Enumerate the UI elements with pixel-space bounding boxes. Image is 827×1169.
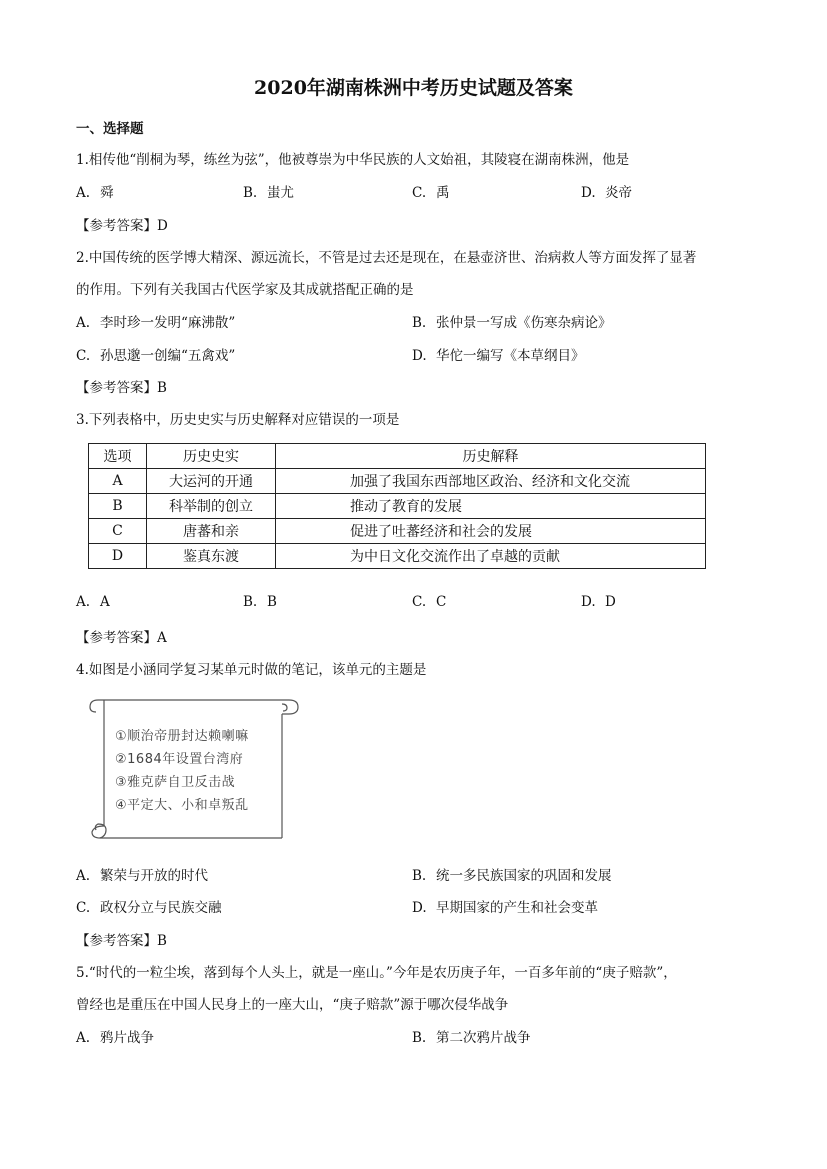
q4-option-d-text: 早期国家的产生和社会变革 xyxy=(436,900,598,916)
q4-option-b xyxy=(412,864,612,884)
section-heading: 一、选择题 xyxy=(76,121,144,137)
q4-option-c xyxy=(76,896,222,916)
q1-answer xyxy=(76,214,168,234)
q3-stem: 3.下列表格中，历史史实与历史解释对应错误的一项是 xyxy=(76,412,400,428)
q1-option-d-key: D. xyxy=(581,185,596,201)
q4-stem: 4.如图是小涵同学复习某单元时做的笔记，该单元的主题是 xyxy=(76,662,427,678)
q2-option-c-key: C. xyxy=(76,348,91,364)
q1-option-d-text: 炎帝 xyxy=(605,185,632,201)
table-row xyxy=(89,469,706,494)
answer-prefix: 【参考答案】 xyxy=(76,218,157,234)
table-cell: 为中日文化交流作出了卓越的贡献 xyxy=(276,544,706,569)
q5-stem-line2: 曾经也是重压在中国人民身上的一座大山，“庚子赔款”源于哪次侵华战争 xyxy=(76,997,509,1013)
table-cell: 促进了吐蕃经济和社会的发展 xyxy=(276,519,706,544)
q2-option-c xyxy=(76,344,235,364)
note-line-3: ③雅克萨自卫反击战 xyxy=(115,775,236,790)
q2-answer xyxy=(76,376,167,396)
q3-option-a-key: A. xyxy=(76,594,91,610)
q5-option-a-key: A. xyxy=(76,1030,91,1046)
q1-option-b xyxy=(243,181,294,201)
q1-option-b-key: B. xyxy=(243,185,258,201)
q4-option-a xyxy=(76,864,208,884)
q2-stem-line1: 2.中国传统的医学博大精深、源远流长，不管是过去还是现在，在悬壶济世、治病救人等方面发挥了显著 xyxy=(76,250,697,266)
q3-option-a-text: A xyxy=(100,594,110,610)
q5-option-b xyxy=(412,1026,531,1046)
note-line-4: ④平定大、小和卓叛乱 xyxy=(115,798,249,813)
table-row xyxy=(89,494,706,519)
q2-option-b-text: 张仲景一写成《伤寒杂病论》 xyxy=(436,315,612,331)
q4-answer xyxy=(76,929,167,949)
answer-prefix: 【参考答案】 xyxy=(76,933,157,949)
q2-option-a-key: A. xyxy=(76,315,91,331)
table-header-option: 选项 xyxy=(89,444,147,469)
q2-option-a xyxy=(76,311,235,331)
table-header-fact: 历史史实 xyxy=(147,444,276,469)
q3-option-c xyxy=(412,594,446,610)
note-line-1: ①顺治帝册封达赖喇嘛 xyxy=(115,729,249,744)
q3-option-d xyxy=(581,594,616,610)
q4-option-c-key: C. xyxy=(76,900,91,916)
q3-option-b-key: B. xyxy=(243,594,258,610)
table-header-explanation: 历史解释 xyxy=(276,444,706,469)
history-table xyxy=(88,443,706,569)
q3-answer xyxy=(76,626,167,646)
page-title: 2020年湖南株洲中考历史试题及答案 xyxy=(254,77,573,99)
q4-answer-value: B xyxy=(157,933,167,949)
q2-option-d-text: 华佗一编写《本草纲目》 xyxy=(436,348,585,364)
q5-option-b-key: B. xyxy=(412,1030,427,1046)
q2-option-c-text: 孙思邈一创编“五禽戏” xyxy=(100,348,236,364)
q4-option-b-key: B. xyxy=(412,868,427,884)
q2-option-d xyxy=(412,344,585,364)
q3-option-d-key: D. xyxy=(581,594,596,610)
table-cell: D xyxy=(89,544,147,569)
q4-option-d xyxy=(412,896,598,916)
answer-prefix: 【参考答案】 xyxy=(76,630,157,646)
table-header-row xyxy=(89,444,706,469)
q5-option-a-text: 鸦片战争 xyxy=(100,1030,154,1046)
q4-option-c-text: 政权分立与民族交融 xyxy=(100,900,222,916)
q1-option-c xyxy=(412,181,450,201)
table-cell: A xyxy=(89,469,147,494)
q1-option-d xyxy=(581,181,632,201)
table-cell: B xyxy=(89,494,147,519)
q1-option-a-key: A. xyxy=(76,185,91,201)
q4-option-b-text: 统一多民族国家的巩固和发展 xyxy=(436,868,612,884)
table-cell: C xyxy=(89,519,147,544)
q2-option-d-key: D. xyxy=(412,348,427,364)
table-cell: 推动了教育的发展 xyxy=(276,494,706,519)
note-line-2: ②1684年设置台湾府 xyxy=(115,752,244,767)
q1-option-c-text: 禹 xyxy=(436,185,450,201)
q1-option-b-text: 蚩尤 xyxy=(267,185,294,201)
table-row xyxy=(89,519,706,544)
q3-option-d-text: D xyxy=(605,594,616,610)
q5-stem-line1: 5.“时代的一粒尘埃，落到每个人头上，就是一座山。”今年是农历庚子年，一百多年前的“庚子赔款”， xyxy=(76,965,677,981)
table-row xyxy=(89,544,706,569)
q1-option-a xyxy=(76,181,114,201)
table-cell: 鉴真东渡 xyxy=(147,544,276,569)
q4-option-a-key: A. xyxy=(76,868,91,884)
q5-option-b-text: 第二次鸦片战争 xyxy=(436,1030,531,1046)
q3-option-b xyxy=(243,594,277,610)
q4-option-a-text: 繁荣与开放的时代 xyxy=(100,868,208,884)
table-cell: 大运河的开通 xyxy=(147,469,276,494)
q1-option-c-key: C. xyxy=(412,185,427,201)
q1-answer-value: D xyxy=(157,218,168,234)
q2-stem-line2: 的作用。下列有关我国古代医学家及其成就搭配正确的是 xyxy=(76,282,414,298)
q2-option-b xyxy=(412,311,612,331)
answer-prefix: 【参考答案】 xyxy=(76,380,157,396)
q4-option-d-key: D. xyxy=(412,900,427,916)
q5-option-a xyxy=(76,1026,154,1046)
q2-option-b-key: B. xyxy=(412,315,427,331)
table-cell: 唐蕃和亲 xyxy=(147,519,276,544)
q3-answer-value: A xyxy=(157,630,167,646)
q3-option-c-key: C. xyxy=(412,594,427,610)
q1-stem: 1.相传他“削桐为琴，练丝为弦”，他被尊崇为中华民族的人文始祖，其陵寝在湖南株洲，他是 xyxy=(76,152,630,168)
q1-option-a-text: 舜 xyxy=(100,185,114,201)
table-cell: 加强了我国东西部地区政治、经济和文化交流 xyxy=(276,469,706,494)
q3-option-a xyxy=(76,594,110,610)
q2-answer-value: B xyxy=(157,380,167,396)
q3-option-b-text: B xyxy=(267,594,277,610)
table-cell: 科举制的创立 xyxy=(147,494,276,519)
q3-option-c-text: C xyxy=(436,594,447,610)
q2-option-a-text: 李时珍一发明“麻沸散” xyxy=(100,315,236,331)
